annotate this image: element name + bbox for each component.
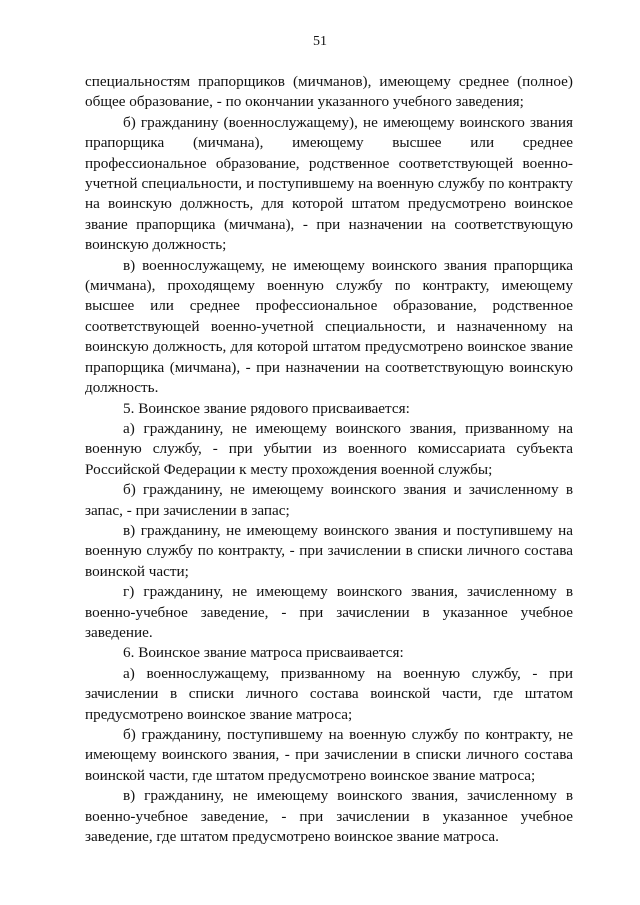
paragraph-item-a-sailor: а) военнослужащему, призванному на военную службу, - при зачислении в списки личного состава воинской части, где штатом предусмотрено воинское звание матроса; bbox=[85, 664, 573, 723]
paragraph-item-b-sailor: б) гражданину, поступившему на военную службу по контракту, не имеющему воинского звания, - при зачислении в списки личного состава воинской части, где штатом предусмотрено воинское звание матроса; bbox=[85, 726, 573, 784]
paragraph-item-g-private: г) гражданину, не имеющему воинского звания, зачисленному в военно-учебное заведение, - при зачислении в указанное учебное заведение. bbox=[85, 583, 573, 641]
paragraph-item-v-warrant: в) военнослужащему, не имеющему воинского звания прапорщика (мичмана), проходящему военную службу по контракту, имеющему высшее или среднее профессиональное образование, родственное соответствующей военно-учетной специальности, и назначенному на воинскую должность, для которой штатом предусмотрено воинское звание прапорщика (мичмана), - при назначении на соответствующую воинскую должность. bbox=[85, 256, 573, 397]
paragraph-item-b-private: б) гражданину, не имеющему воинского звания и зачисленному в запас, - при зачислении в запас; bbox=[85, 481, 573, 519]
page-number: 51 bbox=[313, 34, 327, 49]
document-body bbox=[85, 72, 573, 847]
paragraph-section-5: 5. Воинское звание рядового присваивается: bbox=[123, 399, 410, 417]
paragraph-item-v-sailor: в) гражданину, не имеющему воинского звания, зачисленному в военно-учебное заведение, - при зачислении в указанное учебное заведение, где штатом предусмотрено воинское звание матроса. bbox=[85, 787, 573, 846]
paragraph-item-b-warrant: б) гражданину (военнослужащему), не имеющему воинского звания прапорщика (мичмана), имеющему высшее или среднее профессиональное образование, родственное соответствующей военно-учетной специальности, и поступившему на военную службу по контракту на воинскую должность, для которой штатом предусмотрено воинское звание прапорщика (мичмана), - при назначении на соответствующую воинскую должность; bbox=[85, 113, 573, 254]
paragraph-item-v-private: в) гражданину, не имеющему воинского звания и поступившему на военную службу по контракту, - при зачислении в списки личного состава воинской части; bbox=[85, 521, 573, 580]
paragraph-item-a-private: а) гражданину, не имеющему воинского звания, призванному на военную службу, - при убытии из военного комиссариата субъекта Российской Федерации к месту прохождения военной службы; bbox=[85, 419, 573, 478]
paragraph-section-6: 6. Воинское звание матроса присваивается: bbox=[123, 644, 404, 662]
paragraph-continuation: специальностям прапорщиков (мичманов), имеющему среднее (полное) общее образование, - по окончании указанного учебного заведения; bbox=[85, 73, 573, 111]
